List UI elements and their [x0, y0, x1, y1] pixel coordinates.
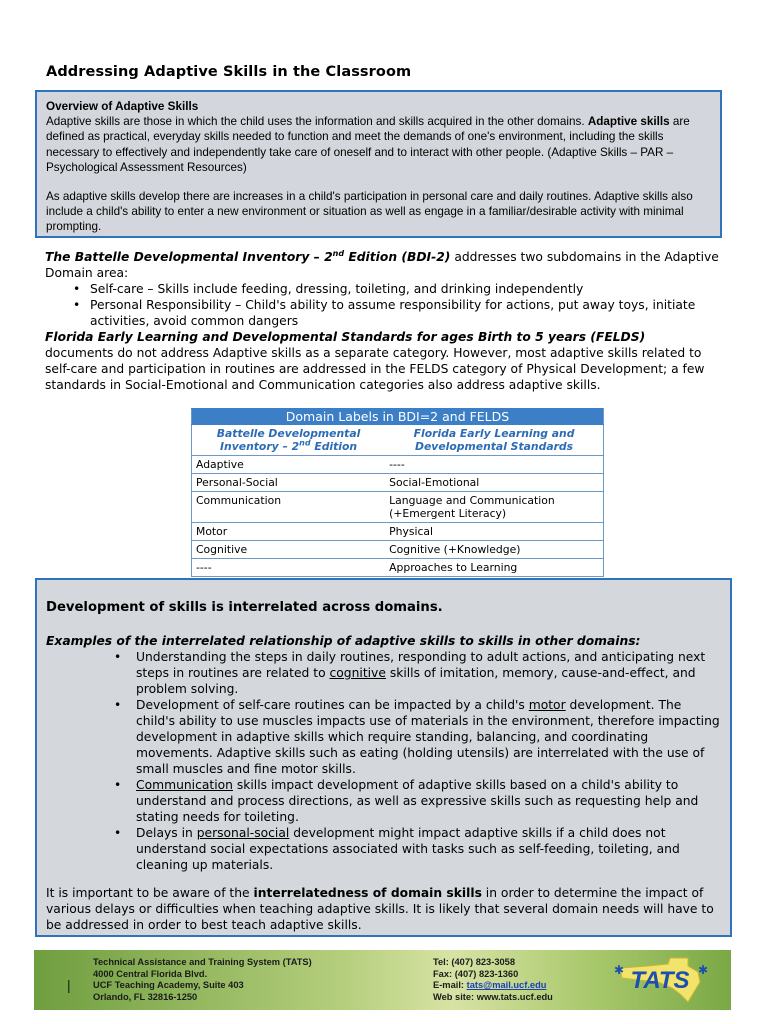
table-cell: Personal-Social — [192, 474, 386, 492]
importance-text: It is important to be aware of the — [46, 886, 254, 900]
overview-paragraph-2: As adaptive skills develop there are increases in a child's participation in personal care and daily routines. Adaptive skills also include a child's ability to enter a new environment or situation as well as engage in a familiar/desirable activity with minimal prompting. — [46, 190, 693, 234]
page-marker: | — [67, 977, 71, 993]
bdi-title — [45, 250, 450, 264]
table-cell: ---- — [385, 456, 603, 474]
footer-org: Technical Assistance and Training System (TATS) — [93, 957, 312, 967]
footer-banner — [34, 950, 731, 1010]
list-item — [136, 777, 721, 825]
footer-fax: Fax: (407) 823-1360 — [433, 968, 519, 979]
felds-text: documents do not address Adaptive skills as a separate category. However, most adaptive skills related to self-care and participation in routines are addressed in the FELDS category of Physical Development; a few standards in Social-Emotional and Communication categories also address adaptive skills. — [45, 346, 705, 392]
table-row — [192, 523, 604, 541]
adaptive-skills-bold: Adaptive skills — [587, 115, 670, 129]
email-link[interactable]: tats@mail.ucf.edu — [466, 980, 547, 991]
overview-heading: Overview of Adaptive Skills — [46, 100, 199, 113]
table-cell: Cognitive — [192, 541, 386, 559]
felds-paragraph — [45, 329, 725, 393]
underlined-term: motor — [528, 698, 566, 712]
table-header-bdi — [192, 425, 386, 456]
table-cell: Social-Emotional — [385, 474, 603, 492]
table-cell: Motor — [192, 523, 386, 541]
footer-web: Web site: www.tats.ucf.edu — [433, 991, 553, 1002]
footer-email-line — [433, 980, 553, 992]
bdi-title-edition: Edition (BDI-2) — [344, 250, 451, 264]
overview-paragraph-1 — [46, 114, 711, 175]
overview-text-cont: are defined as practical, everyday skills needed to function and meet the demands of one's environment, including the skills necessary to effectively and independently take care of oneself and to interact with other people. (Adaptive Skills – PAR – Psychological Assessment Resources) — [46, 115, 690, 174]
bullet-text-cont: skills impact development of adaptive skills based on a child's ability to understand and process directions, as well as expressive skills such as requesting help and stating needs for toileting. — [136, 778, 699, 824]
table-row — [192, 541, 604, 559]
star-icon: ✱ — [698, 963, 709, 977]
table-cell: Language and Communication (+Emergent Literacy) — [385, 492, 603, 523]
bullet-text: Understanding the steps in daily routines, responding to adult actions, and anticipating next steps in routines are related to — [136, 650, 706, 680]
list-item — [136, 825, 721, 873]
logo-text: TATS — [630, 967, 690, 994]
table-cell: Communication — [192, 492, 386, 523]
importance-bold: interrelatedness of domain skills — [253, 886, 482, 900]
bdi-intro — [45, 249, 725, 281]
footer-address — [93, 957, 312, 1003]
importance-text-cont: in order to determine the impact of various delays or difficulties when teaching adaptive skills. It is likely that several domain needs will have to be addressed in order to best teach adaptive skills. — [46, 886, 714, 932]
underlined-term: cognitive — [329, 666, 386, 680]
interrelated-box — [35, 578, 732, 937]
table-cell: Physical — [385, 523, 603, 541]
table-caption: Domain Labels in BDI=2 and FELDS — [192, 409, 604, 425]
examples-heading: Examples of the interrelated relationship of adaptive skills to skills in other domains: — [46, 634, 641, 648]
examples-list — [136, 649, 721, 873]
bdi-title-sup: nd — [332, 248, 345, 258]
list-item: • Self-care – Skills include feeding, dressing, toileting, and drinking independently — [90, 281, 725, 297]
bdi-title-text: The Battelle Developmental Inventory – 2 — [45, 250, 333, 264]
table-row — [192, 492, 604, 523]
bdi-intro-text: addresses two subdomains in the Adaptive Domain area: — [45, 250, 719, 280]
footer-tel: Tel: (407) 823-3058 — [433, 957, 515, 967]
importance-paragraph — [46, 885, 726, 933]
header-bdi-edition: Edition — [310, 440, 358, 453]
footer-city: Orlando, FL 32816-1250 — [93, 991, 198, 1002]
list-item — [136, 649, 721, 697]
header-bdi-sup: nd — [299, 438, 311, 448]
bullet-text-cont: skills of imitation, memory, cause-and-effect, and problem solving. — [136, 666, 696, 696]
bullet-text-cont: development. The child's ability to use muscles impacts use of materials in the environment, therefore impacting development in adaptive skills which require standing, balancing, and coordinating movements. Adaptive skills such as eating (holding utensils) are interrelated with the use of small muscles and fine motor skills. — [136, 698, 720, 776]
table-cell: Cognitive (+Knowledge) — [385, 541, 603, 559]
table-header-felds: Florida Early Learning and Developmental Standards — [385, 425, 603, 456]
table-row — [192, 474, 604, 492]
email-label: E-mail: — [433, 980, 467, 991]
bullet-text-cont: development might impact adaptive skills if a child does not understand social expectations associated with tasks such as self-feeding, toileting, and cleaning up materials. — [136, 826, 680, 872]
bdi-subdomain-list — [45, 281, 725, 329]
table-cell: Adaptive — [192, 456, 386, 474]
underlined-term: personal-social — [196, 826, 290, 840]
underlined-term: Communication — [136, 778, 233, 792]
table-cell: Approaches to Learning — [385, 559, 603, 577]
list-item — [136, 697, 721, 777]
star-icon: ✱ — [614, 963, 625, 977]
development-heading: Development of skills is interrelated across domains. — [46, 600, 443, 615]
header-bdi-text: Battelle Developmental Inventory – 2 — [216, 427, 361, 453]
table-row — [192, 456, 604, 474]
felds-title: Florida Early Learning and Developmental Standards for ages Birth to 5 years (FELDS) — [45, 330, 646, 344]
list-item: • Personal Responsibility – Child's ability to assume responsibility for actions, put away toys, initiate activities, avoid common dangers — [90, 297, 725, 329]
overview-box — [35, 90, 722, 238]
footer-suite: UCF Teaching Academy, Suite 403 — [93, 980, 244, 991]
domain-labels-table — [191, 408, 604, 577]
footer-street: 4000 Central Florida Blvd. — [93, 968, 208, 979]
footer-contact — [433, 957, 553, 1003]
table-row — [192, 559, 604, 577]
overview-text: Adaptive skills are those in which the child uses the information and skills acquired in the other domains. — [46, 115, 588, 129]
bdi-section — [45, 249, 725, 393]
page-title: Addressing Adaptive Skills in the Classroom — [46, 64, 412, 80]
bullet-text: Development of self-care routines can be impacted by a child's — [136, 698, 529, 712]
bullet-text: Delays in — [136, 826, 197, 840]
tats-logo — [608, 952, 712, 1008]
table-cell: ---- — [192, 559, 386, 577]
